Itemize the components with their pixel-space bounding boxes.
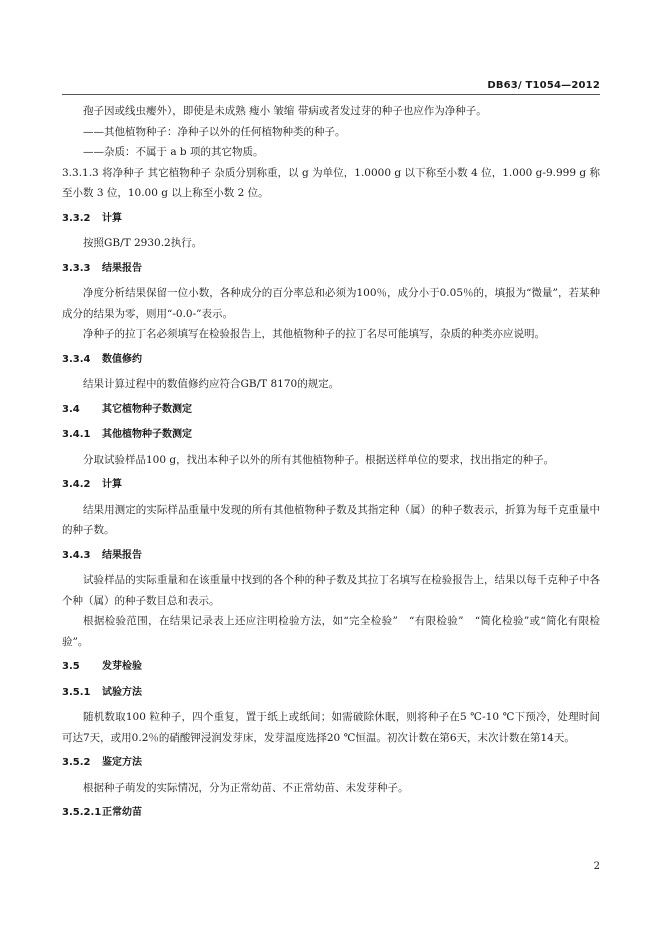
paragraph: 按照GB/T 2930.2执行。 [83,237,203,249]
paragraph: 净度分析结果保留一位小数，各种成分的百分率总和必须为100％，成分小于0.05％的，填报为“微量”，若某种成分的结果为零，则用“-0.0-”表示。 [62,287,600,320]
section-title: 正常幼苗 [102,807,142,818]
section-title: 试验方法 [102,686,142,698]
paragraph: ——其他植物种子：净种子以外的任何植物种类的种子。 [83,125,346,138]
page-number: 2 [593,861,600,872]
section-title: 发芽检验 [102,661,142,672]
section-number: 3.5 [62,661,80,672]
section-title: 数值修约 [102,353,142,365]
section-title: 结果报告 [102,262,142,274]
paragraph: 随机数取100 粒种子，四个重复，置于纸上或纸间；如需破除休眠，则将种子在5 ℃-10 ℃下预冷，处理时间可达7天，或用0.2％的硝酸钾浸润发芽床，发芽温度选择20 ℃恒温。初次计数在第6天，末次计数在第14天。 [62,711,600,744]
section-title: 结果报告 [102,549,142,561]
section-number: 3.4.3 [62,549,91,561]
section-heading [62,475,600,496]
section-heading [62,400,600,421]
section-number: 3.5.2 [62,757,91,768]
section-number: 3.3.2 [62,212,91,224]
paragraph: 试验样品的实际重量和在该重量中找到的各个种的种子数及其拉丁名填写在检验报告上，结果以每千克种子中各个种（属）的种子数目总和表示。 [62,574,600,607]
section-title: 其他植物种子数测定 [102,429,192,440]
section-heading [62,753,600,774]
document-body [62,101,600,828]
section-heading [62,683,600,704]
paragraph: 结果用测定的实际样品重量中发现的所有其他植物种子数及其指定种（属）的种子数表示，折算为每千克重量中的种子数。 [62,503,600,536]
section-number: 3.3.3 [62,262,91,274]
section-heading [62,657,600,678]
section-title: 计算 [102,479,122,490]
paragraph: ——杂质：不属于 a b 项的其它物质。 [83,146,264,158]
section-heading [62,209,600,230]
section-heading [62,259,600,280]
section-number: 3.5.2.1 [62,807,102,818]
header-rule [62,94,600,95]
section-heading [62,350,600,371]
section-number: 3.5.1 [62,686,91,698]
section-number: 3.4.2 [62,479,91,490]
section-heading [62,803,600,824]
section-number: 3.3.4 [62,353,91,365]
section-title: 计算 [102,212,122,224]
paragraph: 3.3.1.3 将净种子 其它植物种子 杂质分别称重，以 g 为单位，1.0000 g 以下称至小数 4 位，1.000 g-9.999 g 称至小数 3 位，10.00 g 以上称至小数 2 位。 [62,166,600,199]
paragraph: 结果计算过程中的数值修约应符合GB/T 8170的规定。 [83,378,340,390]
paragraph: 分取试验样品100 g，找出本种子以外的所有其他植物种子。根据送样单位的要求，找出指定的种子。 [83,453,555,466]
paragraph: 根据检验范围，在结果记录表上还应注明检验方法，如“完全检验” “有限检验” “简化检验”或“简化有限检验”。 [62,615,600,648]
section-heading [62,425,600,446]
section-title: 鉴定方法 [102,757,142,768]
section-title: 其它植物种子数测定 [102,403,192,415]
paragraph: 净种子的拉丁名必须填写在检验报告上，其他植物种子的拉丁名尽可能填写，杂质的种类亦应说明。 [83,328,545,340]
section-number: 3.4 [62,403,80,415]
paragraph: 孢子因或线虫瘿外），即使是未成熟 瘦小 皱缩 带病或者发过芽的种子也应作为净种子。 [83,105,487,117]
paragraph: 根据种子萌发的实际情况，分为正常幼苗、不正常幼苗、未发芽种子。 [83,781,409,794]
section-heading [62,546,600,567]
document-code: DB63/ T1054—2012 [487,80,600,91]
section-number: 3.4.1 [62,429,91,440]
